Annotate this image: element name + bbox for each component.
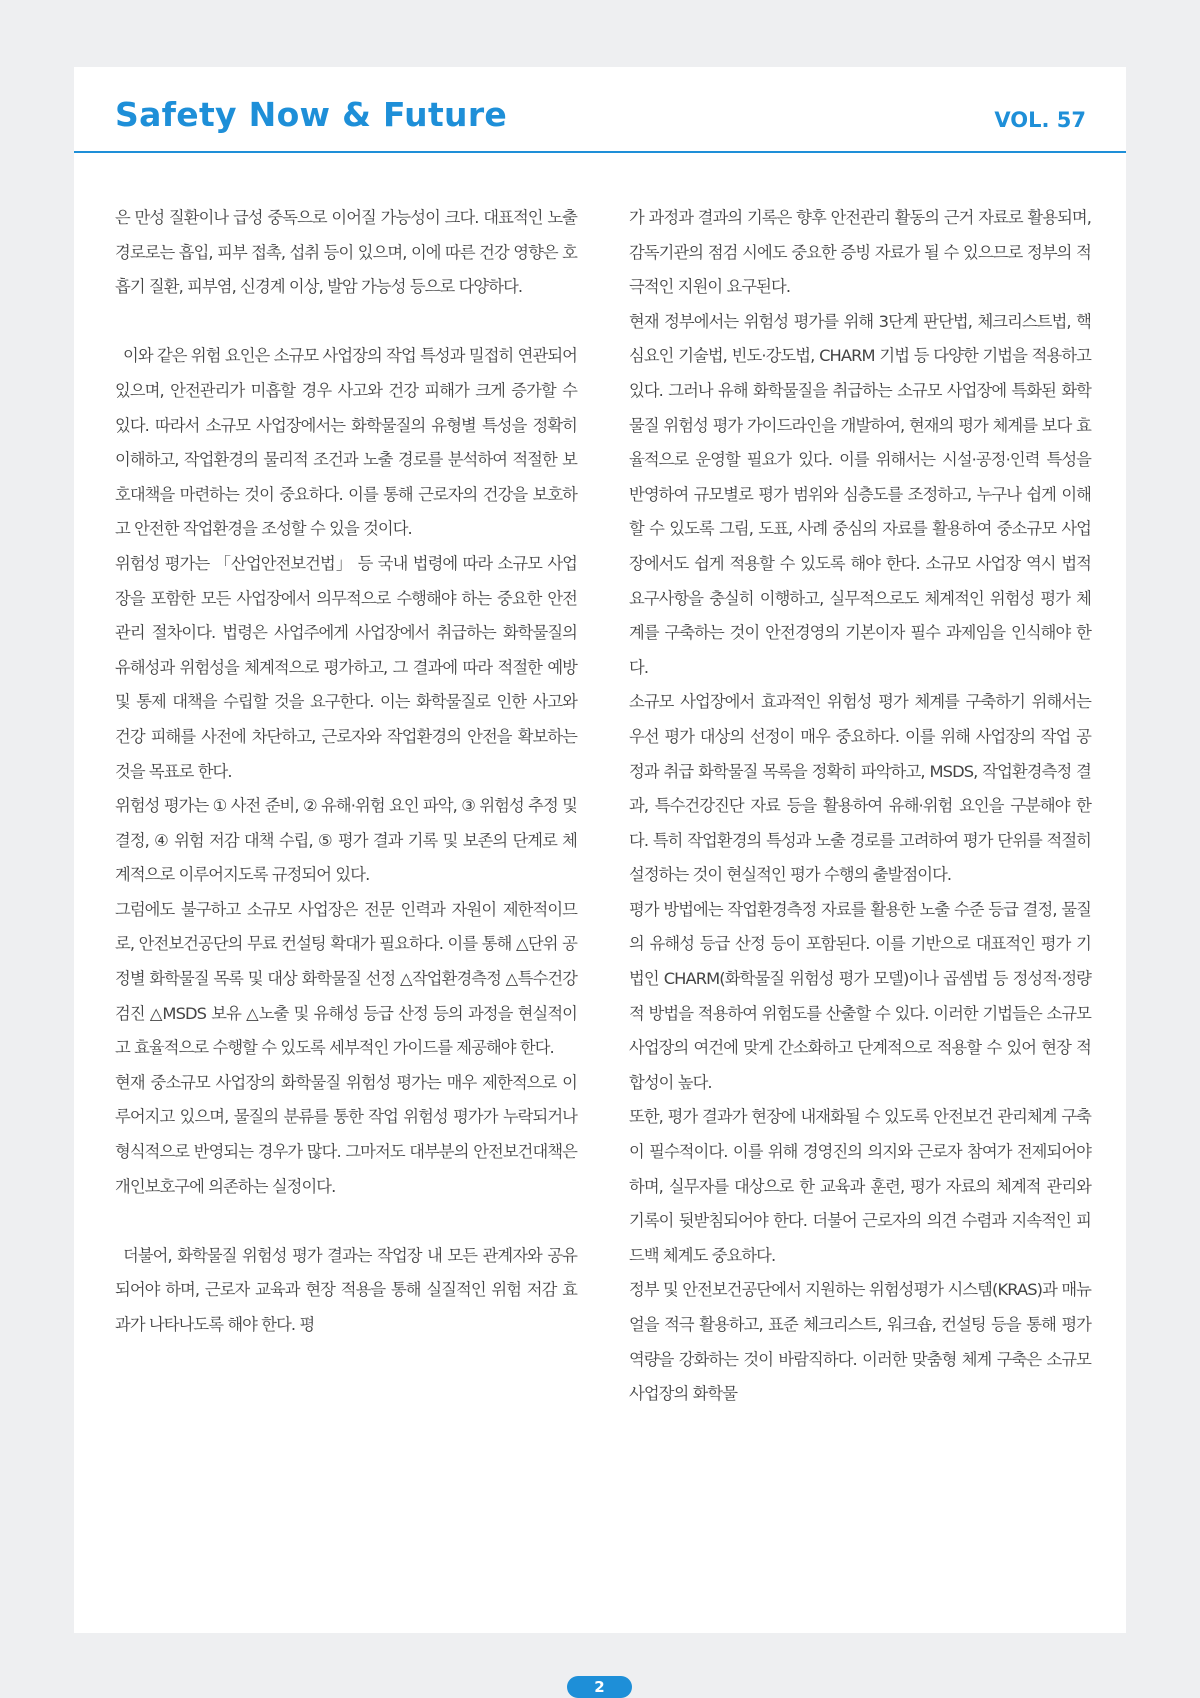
paragraph: 위험성 평가는 ① 사전 준비, ② 유해·위험 요인 파악, ③ 위험성 추정 및 결정, ④ 위험 저감 대책 수립, ⑤ 평가 결과 기록 및 보존의 단계로 체계적으로 이루어지도록 규정되어 있다. (115, 796, 577, 885)
paragraph: 정부 및 안전보건공단에서 지원하는 위험성평가 시스템(KRAS)과 매뉴얼을 적극 활용하고, 표준 체크리스트, 워크숍, 컨설팅 등을 통해 평가 역량을 강화하는 것이 바람직하다. 이러한 맞춤형 체계 구축은 소규모 사업장의 화학물 (629, 1280, 1091, 1404)
paragraph: 소규모 사업장에서 효과적인 위험성 평가 체계를 구축하기 위해서는 우선 평가 대상의 선정이 매우 중요하다. 이를 위해 사업장의 작업 공정과 취급 화학물질 목록을 정확히 파악하고, MSDS, 작업환경측정 결과, 특수건강진단 자료 등을 활용하여 유해·위험 요인을 구분해야 한다. 특히 작업환경의 특성과 노출 경로를 고려하여 평가 단위를 적절히 설정하는 것이 현실적인 평가 수행의 출발점이다. (629, 692, 1091, 885)
paragraph: 이와 같은 위험 요인은 소규모 사업장의 작업 특성과 밀접히 연관되어 있으며, 안전관리가 미흡할 경우 사고와 건강 피해가 크게 증가할 수 있다. 따라서 소규모 사업장에서는 화학물질의 유형별 특성을 정확히 이해하고, 작업환경의 물리적 조건과 노출 경로를 분석하여 적절한 보호대책을 마련하는 것이 중요하다. 이를 통해 근로자의 건강을 보호하고 안전한 작업환경을 조성할 수 있을 것이다. (115, 346, 577, 539)
page-header (74, 67, 1126, 153)
header-divider (74, 151, 1126, 153)
paragraph: 가 과정과 결과의 기록은 향후 안전관리 활동의 근거 자료로 활용되며, 감독기관의 점검 시에도 중요한 증빙 자료가 될 수 있으므로 정부의 적극적인 지원이 요구된다. (629, 208, 1091, 297)
page-number-badge: 2 (567, 1676, 632, 1698)
paragraph: 그럼에도 불구하고 소규모 사업장은 전문 인력과 자원이 제한적이므로, 안전보건공단의 무료 컨설팅 확대가 필요하다. 이를 통해 △단위 공정별 화학물질 목록 및 대상 화학물질 선정 △작업환경측정 △특수건강검진 △MSDS 보유 △노출 및 유해성 등급 산정 등의 과정을 현실적이고 효율적으로 수행할 수 있도록 세부적인 가이드를 제공해야 한다. (115, 899, 577, 1058)
paragraph: 현재 정부에서는 위험성 평가를 위해 3단계 판단법, 체크리스트법, 핵심요인 기술법, 빈도·강도법, CHARM 기법 등 다양한 기법을 적용하고 있다. 그러나 유해 화학물질을 취급하는 소규모 사업장에 특화된 화학물질 위험성 평가 가이드라인을 개발하여, 현재의 평가 체계를 보다 효율적으로 운영할 필요가 있다. 이를 위해서는 시설·공정·인력 특성을 반영하여 규모별로 평가 범위와 심층도를 조정하고, 누구나 쉽게 이해할 수 있도록 그림, 도표, 사례 중심의 자료를 활용하여 중소규모 사업장에서도 쉽게 적용할 수 있도록 해야 한다. 소규모 사업장 역시 법적 요구사항을 충실히 이행하고, 실무적으로도 체계적인 위험성 평가 체계를 구축하는 것이 안전경영의 기본이자 필수 과제임을 인식해야 한다. (629, 311, 1091, 677)
left-column (115, 201, 577, 1343)
paragraph: 평가 방법에는 작업환경측정 자료를 활용한 노출 수준 등급 결정, 물질의 유해성 등급 산정 등이 포함된다. 이를 기반으로 대표적인 평가 기법인 CHARM(화학물질 위험성 평가 모델)이나 곱셈법 등 정성적·정량적 방법을 적용하여 위험도를 산출할 수 있다. 이러한 기법들은 소규모 사업장의 여건에 맞게 간소화하고 단계적으로 적용할 수 있어 현장 적합성이 높다. (629, 899, 1091, 1092)
right-column (629, 201, 1091, 1412)
volume-label: VOL. 57 (994, 108, 1086, 132)
paragraph: 또한, 평가 결과가 현장에 내재화될 수 있도록 안전보건 관리체계 구축이 필수적이다. 이를 위해 경영진의 의지와 근로자 참여가 전제되어야 하며, 실무자를 대상으로 한 교육과 훈련, 평가 자료의 체계적 관리와 기록이 뒷받침되어야 한다. 더불어 근로자의 의견 수렴과 지속적인 피드백 체계도 중요하다. (629, 1107, 1091, 1265)
paragraph: 위험성 평가는 「산업안전보건법」 등 국내 법령에 따라 소규모 사업장을 포함한 모든 사업장에서 의무적으로 수행해야 하는 중요한 안전관리 절차이다. 법령은 사업주에게 사업장에서 취급하는 화학물질의 유해성과 위험성을 체계적으로 평가하고, 그 결과에 따라 적절한 예방 및 통제 대책을 수립할 것을 요구한다. 이는 화학물질로 인한 사고와 건강 피해를 사전에 차단하고, 근로자와 작업환경의 안전을 확보하는 것을 목표로 한다. (115, 553, 577, 781)
paragraph: 현재 중소규모 사업장의 화학물질 위험성 평가는 매우 제한적으로 이루어지고 있으며, 물질의 분류를 통한 작업 위험성 평가가 누락되거나 형식적으로 반영되는 경우가 많다. 그마저도 대부분의 안전보건대책은 개인보호구에 의존하는 실정이다. (115, 1072, 577, 1196)
document-page (74, 67, 1126, 1633)
paragraph: 더불어, 화학물질 위험성 평가 결과는 작업장 내 모든 관계자와 공유되어야 하며, 근로자 교육과 현장 적용을 통해 실질적인 위험 저감 효과가 나타나도록 해야 한다. 평 (115, 1245, 577, 1334)
publication-title: Safety Now & Future (115, 95, 508, 134)
paragraph: 은 만성 질환이나 급성 중독으로 이어질 가능성이 크다. 대표적인 노출 경로로는 흡입, 피부 접촉, 섭취 등이 있으며, 이에 따른 건강 영향은 호흡기 질환, 피부염, 신경계 이상, 발암 가능성 등으로 다양하다. (115, 208, 577, 297)
